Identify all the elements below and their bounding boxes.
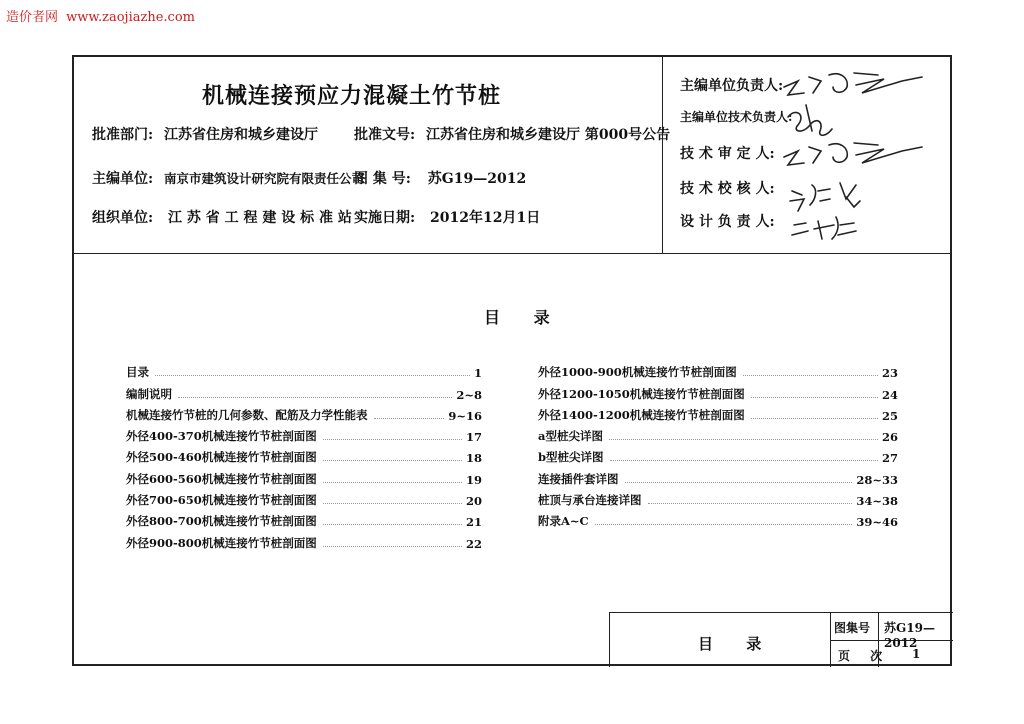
toc-entry-title: 外径1000-900机械连接竹节桩剖面图	[538, 365, 737, 380]
toc-entry-title: 附录A~C	[538, 514, 589, 529]
toc-entry-page: 17	[465, 430, 482, 445]
atlas-value: 苏G19—2012	[427, 171, 527, 187]
toc-leader-dots	[323, 482, 462, 483]
atlas-number-value: 苏G19—2012	[884, 621, 935, 650]
signature-tech-chief: 主编单位技术负责人:	[680, 110, 793, 124]
toc-entry[interactable]	[538, 380, 898, 401]
toc-entry-title: 连接插件套详图	[538, 471, 619, 486]
toc-entry-page: 34~38	[856, 494, 898, 509]
toc-entry-title: 外径500-460机械连接竹节桩剖面图	[126, 450, 317, 465]
toc-leader-dots	[595, 524, 853, 525]
toc-leader-dots	[323, 460, 462, 461]
toc-entry-title: 机械连接竹节桩的几何参数、配筋及力学性能表	[126, 407, 368, 422]
toc-entry-page: 24	[881, 387, 898, 402]
approval-dept-value: 江苏省住房和城乡建设厅	[164, 127, 319, 143]
toc-entry-page: 25	[881, 408, 898, 423]
signature-chief: 主编单位负责人:	[680, 78, 784, 94]
toc-right-column	[538, 359, 898, 529]
toc-entry-page: 19	[465, 472, 482, 487]
toc-entry-page: 20	[465, 494, 482, 509]
toc-entry-title: 外径900-800机械连接竹节桩剖面图	[126, 535, 317, 550]
toc-entry[interactable]	[538, 508, 898, 529]
editor-row	[92, 168, 364, 188]
organizer-value: 江 苏 省 工 程 建 设 标 准 站	[168, 210, 352, 226]
approval-doc-value: 江苏省住房和城乡建设厅 第000号公告	[426, 127, 671, 143]
toc-entry-title: 外径1200-1050机械连接竹节桩剖面图	[538, 386, 745, 401]
toc-leader-dots	[178, 397, 452, 398]
approval-doc-label: 批准文号:	[354, 127, 416, 143]
toc-entry[interactable]	[538, 465, 898, 486]
toc-entry-title: 外径1400-1200机械连接竹节桩剖面图	[538, 407, 745, 422]
toc-entry-page: 26	[881, 430, 898, 445]
effective-date-label: 实施日期:	[354, 210, 416, 226]
toc-entry-page: 18	[465, 451, 482, 466]
toc-entry[interactable]	[126, 529, 482, 550]
toc-leader-dots	[625, 482, 853, 483]
toc-entry[interactable]	[538, 487, 898, 508]
toc-entry-title: 外径400-370机械连接竹节桩剖面图	[126, 429, 317, 444]
toc-leader-dots	[155, 375, 470, 376]
toc-entry-title: 目录	[126, 365, 149, 380]
toc-entry[interactable]	[126, 423, 482, 444]
toc-leader-dots	[751, 397, 878, 398]
toc-entry-page: 27	[881, 451, 898, 466]
toc-left-column	[126, 359, 482, 551]
toc-entry[interactable]	[126, 444, 482, 465]
toc-entry-title: a型桩尖详图	[538, 429, 603, 444]
toc-leader-dots	[648, 503, 853, 504]
toc-entry-title: 外径800-700机械连接竹节桩剖面图	[126, 514, 317, 529]
toc-entry-title: 桩顶与承台连接详图	[538, 493, 642, 508]
toc-entry-page: 1	[473, 366, 482, 381]
header-divider-horizontal	[74, 253, 950, 254]
organizer-row	[92, 207, 352, 227]
toc-leader-dots	[323, 546, 462, 547]
approval-doc-row	[354, 124, 670, 144]
toc-entry-page: 9~16	[448, 408, 482, 423]
toc-entry[interactable]	[126, 487, 482, 508]
toc-entry[interactable]	[126, 508, 482, 529]
toc-entry[interactable]	[126, 465, 482, 486]
atlas-number-label: 图集号	[834, 621, 871, 635]
toc-entry[interactable]	[538, 402, 898, 423]
toc-entry[interactable]	[538, 423, 898, 444]
effective-date-value: 2012年12月1日	[430, 210, 541, 226]
toc-entry-title: b型桩尖详图	[538, 450, 604, 465]
organizer-label: 组织单位:	[92, 210, 154, 226]
toc-entry-page: 39~46	[856, 515, 898, 530]
watermark-site: 造价者网	[6, 10, 59, 25]
editor-value: 南京市建筑设计研究院有限责任公司	[164, 171, 365, 186]
approval-dept-label: 批准部门:	[92, 127, 154, 143]
approval-dept-row	[92, 124, 318, 144]
toc-leader-dots	[323, 439, 462, 440]
signature-review: 技 术 审 定 人:	[680, 146, 775, 162]
toc-entry-page: 21	[465, 515, 482, 530]
atlas-row	[354, 168, 526, 188]
drawing-frame	[72, 55, 952, 666]
editor-label: 主编单位:	[92, 171, 154, 187]
toc-leader-dots	[323, 524, 462, 525]
toc-title: 目 录	[484, 308, 564, 327]
toc-entry[interactable]	[126, 380, 482, 401]
toc-leader-dots	[610, 460, 878, 461]
toc-leader-dots	[751, 418, 878, 419]
effective-date-row	[354, 207, 540, 227]
toc-entry-page: 28~33	[856, 472, 898, 487]
toc-entry[interactable]	[126, 402, 482, 423]
toc-entry-page: 23	[881, 366, 898, 381]
sheet-name: 目 录	[698, 635, 776, 653]
toc-entry[interactable]	[126, 359, 482, 380]
page-number-value: 1	[912, 647, 921, 661]
document-title: 机械连接预应力混凝土竹节桩	[202, 83, 502, 109]
toc-leader-dots	[323, 503, 462, 504]
atlas-label: 图 集 号:	[354, 171, 411, 187]
toc-entry-title: 外径700-650机械连接竹节桩剖面图	[126, 493, 317, 508]
signature-design: 设 计 负 责 人:	[680, 214, 775, 230]
toc-entry-page: 2~8	[456, 387, 482, 402]
header-divider-vertical	[662, 57, 663, 253]
signature-check: 技 术 校 核 人:	[680, 181, 775, 197]
toc-entry[interactable]	[538, 444, 898, 465]
toc-entry-title: 编制说明	[126, 386, 172, 401]
toc-entry-page: 22	[465, 536, 482, 551]
title-block	[609, 612, 953, 667]
handwritten-signatures	[714, 65, 934, 245]
page-number-label: 页 次	[838, 649, 891, 663]
toc-entry[interactable]	[538, 359, 898, 380]
toc-leader-dots	[609, 439, 878, 440]
watermark-url[interactable]: www.zaojiazhe.com	[66, 10, 195, 25]
watermark	[6, 6, 195, 25]
toc-entry-title: 外径600-560机械连接竹节桩剖面图	[126, 471, 317, 486]
toc-leader-dots	[374, 418, 445, 419]
toc-leader-dots	[743, 375, 878, 376]
